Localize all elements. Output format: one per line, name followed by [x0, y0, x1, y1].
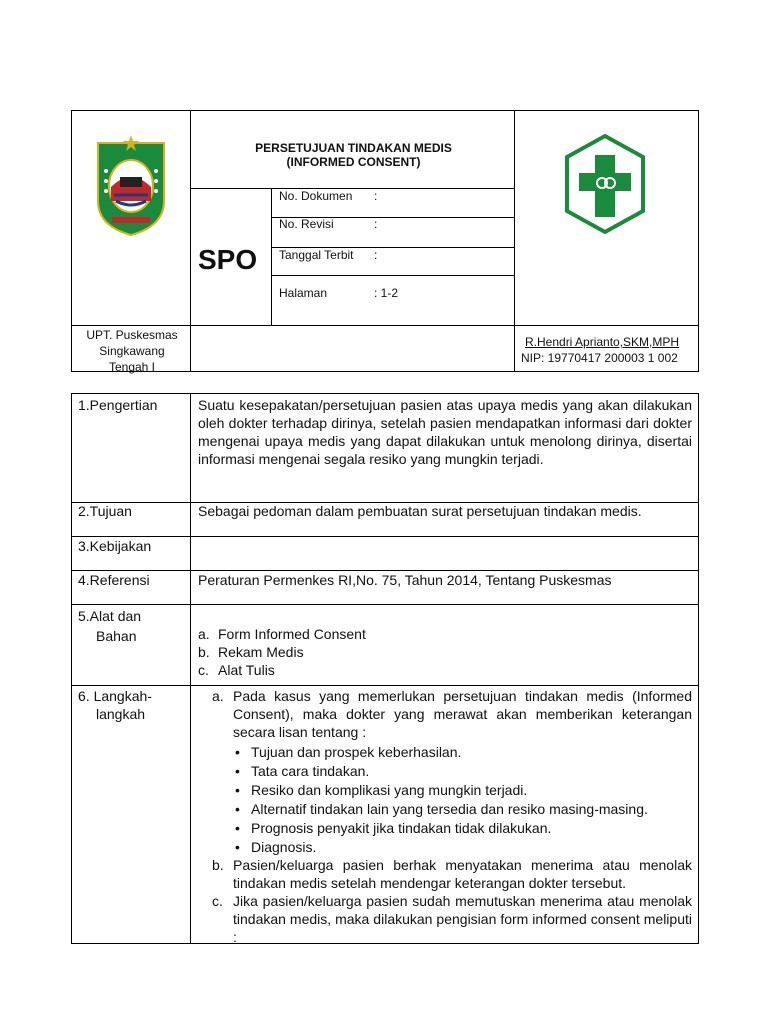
meta-key: No. Dokumen: [279, 189, 353, 203]
meta-halaman: [279, 286, 398, 300]
step-marker: a.: [212, 688, 224, 704]
unit-line: Tengah I: [108, 360, 156, 374]
bullet-item: • Tata cara tindakan.: [233, 762, 692, 780]
title-line-2: (INFORMED CONSENT): [286, 155, 421, 169]
bullet-item: • Resiko dan komplikasi yang mungkin terjadi.: [233, 781, 692, 799]
meta-value: :: [374, 189, 378, 203]
meta-key: No. Revisi: [279, 217, 334, 231]
label-line: langkah: [96, 706, 146, 722]
step-marker: c.: [212, 893, 223, 909]
section-label-langkah: [78, 687, 188, 723]
section-label-tujuan: 2.Tujuan: [78, 503, 132, 519]
bullet-item: • Tujuan dan prospek keberhasilan.: [233, 743, 692, 761]
meta-key: Tanggal Terbit: [279, 248, 354, 262]
signer-name: R.Hendri Aprianto,SKM,MPH: [525, 335, 680, 349]
label-line: 5.Alat dan: [78, 608, 142, 624]
step-text: Pada kasus yang memerlukan persetujuan tindakan medis (Informed Consent), maka dokter yang merawat akan memberikan keterangan secara lisan tentang :: [233, 688, 692, 740]
puskesmas-cross-logo-icon: [563, 133, 647, 235]
document-title: [192, 141, 515, 169]
step-a-bullets: [233, 743, 692, 856]
section-text-tujuan: Sebagai pedoman dalam pembuatan surat persetujuan tindakan medis.: [198, 503, 642, 519]
list-item: [198, 625, 692, 643]
unit-line: Singkawang: [99, 344, 165, 358]
list-item: [198, 643, 692, 661]
list-item: [198, 661, 692, 679]
section-label-referensi: 4.Referensi: [78, 572, 150, 588]
section-label-pengertian: 1.Pengertian: [78, 397, 158, 413]
step-b: [212, 856, 692, 892]
bullet-item: • Diagnosis.: [233, 838, 692, 856]
section-label-alat: [78, 607, 188, 645]
meta-no-dokumen: [279, 189, 377, 203]
list-text: Form Informed Consent: [218, 626, 366, 642]
unit-name: [76, 327, 188, 375]
title-line-1: PERSETUJUAN TINDAKAN MEDIS: [255, 141, 452, 155]
step-c: [212, 892, 692, 946]
meta-value: :: [374, 217, 378, 231]
label-line: Bahan: [96, 628, 137, 644]
section-text-referensi: Peraturan Permenkes RI,No. 75, Tahun 2014, Tentang Puskesmas: [198, 572, 612, 588]
list-text: Alat Tulis: [218, 662, 275, 678]
list-marker: b.: [198, 644, 210, 660]
meta-tanggal-terbit: [279, 248, 377, 262]
step-text: Jika pasien/keluarga pasien sudah memutuskan menerima atau menolak tindakan medis, maka dilakukan pengisian form informed consent meliputi :: [233, 893, 692, 945]
section-label-kebijakan: 3.Kebijakan: [78, 538, 152, 554]
step-marker: b.: [212, 857, 224, 873]
section-text-pengertian: Suatu kesepakatan/persetujuan pasien atas upaya medis yang akan dilakukan oleh dokter terhadap dirinya, setelah pasien mendapatkan informasi dari dokter mengenai upaya medis yang dapat dilakukan untuk menolong dirinya, disertai informasi mengenai segala resiko yang mungkin terjadi.: [198, 397, 692, 467]
alat-list: [198, 625, 692, 679]
meta-value: :: [374, 248, 378, 262]
spo-label: SPO: [198, 244, 258, 275]
meta-no-revisi: [279, 217, 377, 231]
signer-nip: NIP: 19770417 200003 1 002: [521, 351, 678, 365]
meta-value: : 1-2: [374, 286, 399, 300]
step-text: Pasien/keluarga pasien berhak menyatakan menerima atau menolak tindakan medis setelah mendengar keterangan dokter tersebut.: [233, 857, 692, 891]
list-marker: a.: [198, 626, 210, 642]
bullet-item: • Prognosis penyakit jika tindakan tidak dilakukan.: [233, 819, 692, 837]
list-text: Rekam Medis: [218, 644, 304, 660]
header-table: [71, 110, 699, 372]
label-line: 6. Langkah-: [78, 688, 152, 704]
list-marker: c.: [198, 662, 209, 678]
bullet-item: • Alternatif tindakan lain yang tersedia dan resiko masing-masing.: [233, 800, 692, 818]
regional-crest-emblem-icon: [94, 131, 168, 239]
unit-line: UPT. Puskesmas: [86, 328, 178, 342]
langkah-steps: [212, 687, 692, 946]
step-a: [212, 687, 692, 741]
content-table: [71, 393, 699, 944]
meta-key: Halaman: [279, 286, 328, 300]
